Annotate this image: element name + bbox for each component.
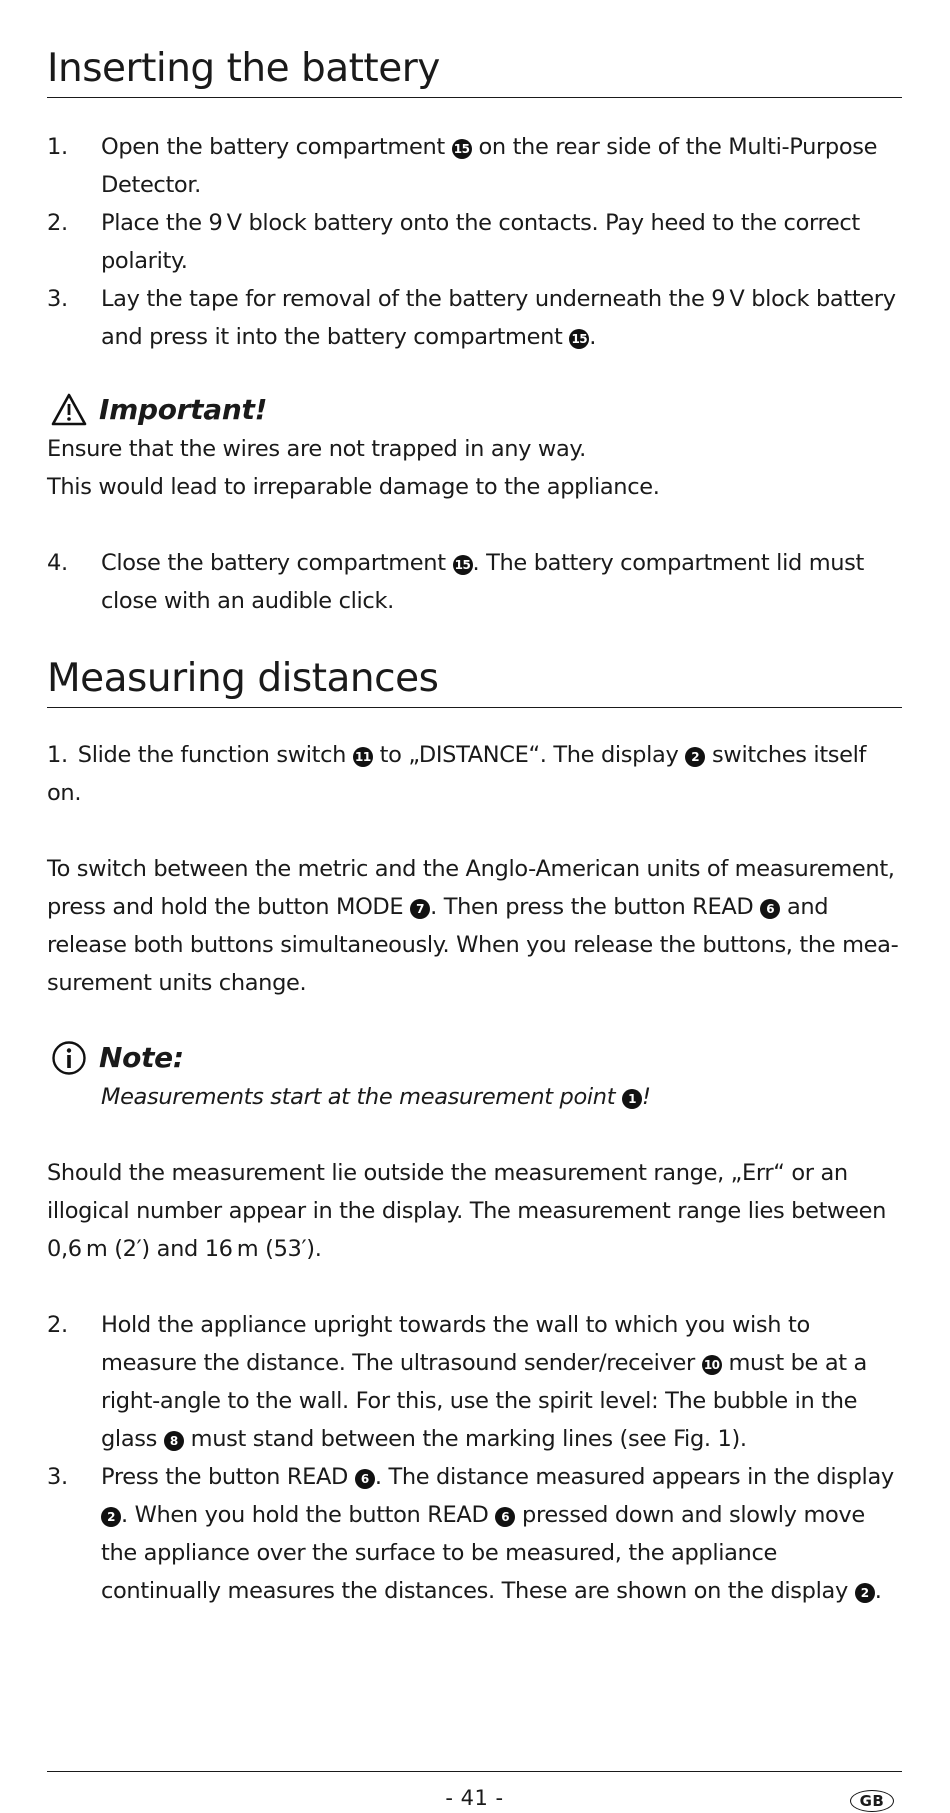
step-number: 2.: [47, 1311, 68, 1338]
note-title: [47, 1038, 902, 1078]
step-number: 2.: [47, 209, 68, 236]
country-code-badge: GB: [850, 1790, 894, 1812]
reference-number-badge: 15: [569, 329, 589, 349]
distance-steps-list: [47, 1306, 902, 1610]
warning-triangle-icon: [51, 392, 87, 428]
battery-section: [47, 48, 902, 620]
reference-number-badge: 1: [622, 1089, 642, 1109]
step-text: must be at a right-angle to the wall. For this, use the spirit level: The bubble in the glass: [101, 1349, 867, 1452]
reference-number-badge: 6: [760, 899, 780, 919]
step-text: switches itself on.: [47, 741, 867, 806]
note-text: [47, 1078, 902, 1116]
range-paragraph: Should the measurement lie outside the measurement range, „Err“ or an illogical number appear in the display. The measurement range lies between 0,6 m (2′) and 16 m (53′).: [47, 1159, 887, 1262]
reference-number-badge: 15: [452, 139, 472, 159]
reference-number-badge: 11: [353, 747, 373, 767]
battery-steps-list: [47, 128, 902, 356]
step-text: Press the button READ: [101, 1463, 355, 1490]
step-text: . When you hold the button READ: [121, 1501, 496, 1528]
step-text: on the rear side of the Multi-Purpose Detector.: [101, 133, 878, 198]
step-number: 1.: [47, 133, 68, 160]
important-line: Ensure that the wires are not trapped in any way.: [47, 435, 586, 462]
important-label: Important!: [99, 392, 268, 426]
battery-heading: Inserting the battery: [47, 48, 902, 98]
reference-number-badge: 6: [355, 1469, 375, 1489]
reference-number-badge: 2: [855, 1583, 875, 1603]
note-body-text: !: [642, 1083, 651, 1110]
step-text: . The distance measured appears in the display: [374, 1463, 894, 1490]
important-line: This would lead to irreparable damage to the appliance.: [47, 473, 660, 500]
step-text: Lay the tape for removal of the battery underneath the 9 V block battery and press it into the battery compartment: [101, 285, 896, 350]
list-item: [47, 1306, 902, 1458]
manual-page: [47, 0, 902, 1610]
step-text: pressed down and slowly move the appliance over the surface to be measured, the appliance continually measures the distances. These are shown on the display: [101, 1501, 865, 1604]
page-footer: [47, 1771, 902, 1810]
list-item: [47, 1458, 902, 1610]
important-title: [47, 390, 902, 430]
reference-number-badge: 6: [495, 1507, 515, 1527]
reference-number-badge: 8: [164, 1431, 184, 1451]
paragraph-text: and release both buttons simultaneously. When you release the buttons, the mea-surement units change.: [47, 893, 899, 996]
step-text: Open the battery compartment: [101, 133, 452, 160]
reference-number-badge: 2: [101, 1507, 121, 1527]
step-text: .: [589, 323, 597, 350]
step-number: 4.: [47, 549, 68, 576]
step-text: . The battery compartment lid must close with an audible click.: [101, 549, 865, 614]
note-label: Note:: [99, 1040, 184, 1074]
step-text: Hold the appliance upright towards the wall to which you wish to measure the distance. The ultrasound sender/receiver: [101, 1311, 810, 1376]
paragraph-text: To switch between the metric and the Anglo-American units of measurement, press and hold the button MODE: [47, 855, 895, 920]
important-callout: [47, 390, 902, 506]
distance-section: [47, 655, 902, 1610]
paragraph-text: . Then press the button READ: [430, 893, 761, 920]
step-text: .: [874, 1577, 882, 1604]
step-text: Slide the function switch: [77, 741, 353, 768]
step-number: 3.: [47, 285, 68, 312]
reference-number-badge: 10: [702, 1355, 722, 1375]
step-number: 1.: [47, 741, 68, 768]
reference-number-badge: 15: [453, 555, 473, 575]
step-text: must stand between the marking lines (see Fig. 1).: [183, 1425, 747, 1452]
step-text: to „DISTANCE“. The display: [372, 741, 686, 768]
distance-heading: Measuring distances: [47, 658, 902, 708]
reference-number-badge: 2: [685, 747, 705, 767]
battery-steps-list-cont: [47, 544, 902, 620]
distance-step-1: [47, 736, 902, 812]
list-item: [47, 204, 902, 280]
step-number: 3.: [47, 1463, 68, 1490]
note-body-text: Measurements start at the measurement point: [101, 1083, 622, 1110]
info-circle-icon: [51, 1040, 87, 1076]
units-paragraph: [47, 850, 902, 1002]
page-number: - 41 -: [445, 1786, 504, 1810]
reference-number-badge: 7: [410, 899, 430, 919]
list-item: [47, 280, 902, 356]
note-callout: [47, 1038, 902, 1116]
step-text: Place the 9 V block battery onto the contacts. Pay heed to the correct polarity.: [101, 209, 860, 274]
list-item: [47, 128, 902, 204]
step-text: Close the battery compartment: [101, 549, 453, 576]
list-item: [47, 544, 902, 620]
